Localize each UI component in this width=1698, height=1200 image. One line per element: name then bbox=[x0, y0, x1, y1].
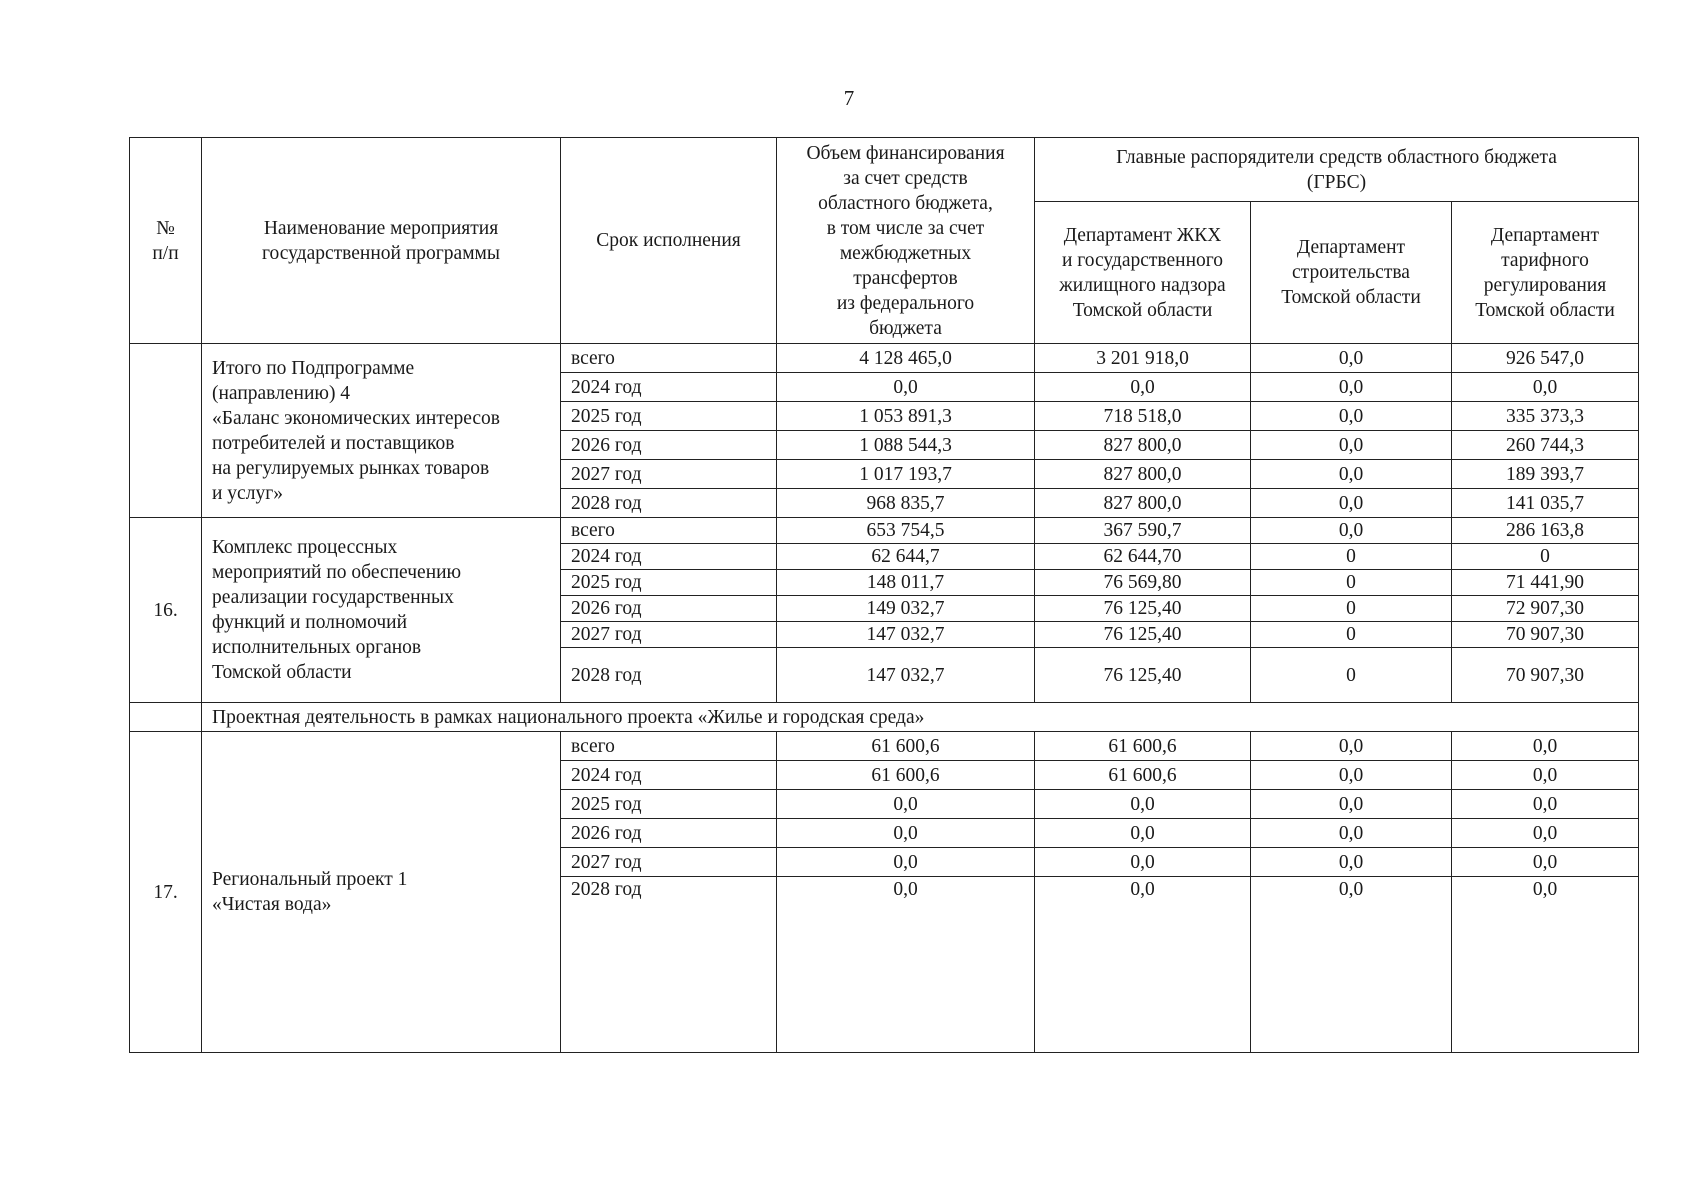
cell-build: 0 bbox=[1251, 622, 1452, 648]
cell-zhkh: 0,0 bbox=[1035, 819, 1251, 848]
cell-zhkh: 718 518,0 bbox=[1035, 402, 1251, 431]
row-name: Региональный проект 1 «Чистая вода» bbox=[202, 732, 561, 1053]
cell-period: 2026 год bbox=[561, 819, 777, 848]
cell-zhkh: 62 644,70 bbox=[1035, 544, 1251, 570]
cell-zhkh: 827 800,0 bbox=[1035, 431, 1251, 460]
cell-zhkh: 827 800,0 bbox=[1035, 489, 1251, 518]
cell-tariff: 0,0 bbox=[1452, 848, 1639, 877]
header-num: № п/п bbox=[130, 138, 202, 344]
row-index bbox=[130, 344, 202, 518]
cell-period: 2027 год bbox=[561, 848, 777, 877]
cell-tariff: 70 907,30 bbox=[1452, 648, 1639, 703]
cell-period: 2024 год bbox=[561, 373, 777, 402]
cell-build: 0,0 bbox=[1251, 877, 1452, 903]
cell-build: 0,0 bbox=[1251, 790, 1452, 819]
section-row bbox=[130, 703, 1639, 732]
cell-volume: 968 835,7 bbox=[777, 489, 1035, 518]
cell-build: 0,0 bbox=[1251, 819, 1452, 848]
cell-tariff: 0 bbox=[1452, 544, 1639, 570]
cell-zhkh: 0,0 bbox=[1035, 373, 1251, 402]
header-dept-tariff: Департамент тарифного регулирования Томской области bbox=[1452, 202, 1639, 344]
table-row bbox=[130, 732, 1639, 761]
cell-build: 0,0 bbox=[1251, 344, 1452, 373]
cell-build: 0,0 bbox=[1251, 761, 1452, 790]
filler-cell bbox=[1035, 902, 1251, 1053]
header-grbs: Главные распорядители средств областного бюджета (ГРБС) bbox=[1035, 138, 1639, 202]
cell-zhkh: 76 125,40 bbox=[1035, 622, 1251, 648]
section-title: Проектная деятельность в рамках национального проекта «Жилье и городская среда» bbox=[202, 703, 1639, 732]
cell-zhkh: 827 800,0 bbox=[1035, 460, 1251, 489]
cell-build: 0,0 bbox=[1251, 431, 1452, 460]
cell-build: 0 bbox=[1251, 648, 1452, 703]
cell-period: 2027 год bbox=[561, 622, 777, 648]
cell-build: 0,0 bbox=[1251, 460, 1452, 489]
cell-build: 0,0 bbox=[1251, 373, 1452, 402]
row-name: Итого по Подпрограмме (направлению) 4 «Баланс экономических интересов потребителей и поставщиков на регулируемых рынках товаров и услуг» bbox=[202, 344, 561, 518]
cell-period: 2025 год bbox=[561, 402, 777, 431]
cell-tariff: 0,0 bbox=[1452, 819, 1639, 848]
cell-volume: 653 754,5 bbox=[777, 518, 1035, 544]
budget-table bbox=[129, 137, 1639, 1053]
header-dept-zhkh: Департамент ЖКХ и государственного жилищного надзора Томской области bbox=[1035, 202, 1251, 344]
cell-volume: 1 088 544,3 bbox=[777, 431, 1035, 460]
cell-tariff: 0,0 bbox=[1452, 732, 1639, 761]
table-row bbox=[130, 344, 1639, 373]
cell-volume: 0,0 bbox=[777, 373, 1035, 402]
page-number: 7 bbox=[843, 86, 855, 110]
cell-build: 0,0 bbox=[1251, 489, 1452, 518]
table-row bbox=[130, 518, 1639, 544]
cell-volume: 0,0 bbox=[777, 877, 1035, 903]
header-dept-build: Департамент строительства Томской области bbox=[1251, 202, 1452, 344]
cell-volume: 1 053 891,3 bbox=[777, 402, 1035, 431]
filler-cell bbox=[777, 902, 1035, 1053]
header-name: Наименование мероприятия государственной программы bbox=[202, 138, 561, 344]
cell-zhkh: 76 125,40 bbox=[1035, 596, 1251, 622]
cell-volume: 148 011,7 bbox=[777, 570, 1035, 596]
cell-build: 0,0 bbox=[1251, 518, 1452, 544]
cell-volume: 61 600,6 bbox=[777, 761, 1035, 790]
header-volume: Объем финансирования за счет средств областного бюджета, в том числе за счет межбюджетных трансфертов из федерального бюджета bbox=[777, 138, 1035, 344]
cell-period: 2028 год bbox=[561, 489, 777, 518]
cell-zhkh: 76 125,40 bbox=[1035, 648, 1251, 703]
cell-tariff: 0,0 bbox=[1452, 877, 1639, 903]
cell-zhkh: 367 590,7 bbox=[1035, 518, 1251, 544]
filler-cell bbox=[1452, 902, 1639, 1053]
cell-period: всего bbox=[561, 518, 777, 544]
cell-tariff: 189 393,7 bbox=[1452, 460, 1639, 489]
cell-period: 2026 год bbox=[561, 431, 777, 460]
cell-build: 0,0 bbox=[1251, 732, 1452, 761]
row-index: 17. bbox=[130, 732, 202, 1053]
cell-tariff: 0,0 bbox=[1452, 373, 1639, 402]
cell-zhkh: 0,0 bbox=[1035, 790, 1251, 819]
row-name: Комплекс процессных мероприятий по обеспечению реализации государственных функций и полномочий исполнительных органов Томской области bbox=[202, 518, 561, 703]
cell-period: всего bbox=[561, 732, 777, 761]
cell-volume: 0,0 bbox=[777, 790, 1035, 819]
filler-cell bbox=[561, 902, 777, 1053]
cell-volume: 1 017 193,7 bbox=[777, 460, 1035, 489]
cell-build: 0 bbox=[1251, 544, 1452, 570]
cell-period: 2024 год bbox=[561, 544, 777, 570]
cell-build: 0 bbox=[1251, 570, 1452, 596]
row-index: 16. bbox=[130, 518, 202, 703]
cell-build: 0,0 bbox=[1251, 848, 1452, 877]
header-term: Срок исполнения bbox=[561, 138, 777, 344]
cell-tariff: 70 907,30 bbox=[1452, 622, 1639, 648]
cell-tariff: 260 744,3 bbox=[1452, 431, 1639, 460]
cell-period: 2028 год bbox=[561, 877, 777, 903]
cell-build: 0 bbox=[1251, 596, 1452, 622]
filler-cell bbox=[1251, 902, 1452, 1053]
cell-period: 2025 год bbox=[561, 790, 777, 819]
cell-tariff: 286 163,8 bbox=[1452, 518, 1639, 544]
cell-volume: 147 032,7 bbox=[777, 648, 1035, 703]
cell-zhkh: 61 600,6 bbox=[1035, 761, 1251, 790]
cell-zhkh: 61 600,6 bbox=[1035, 732, 1251, 761]
cell-period: всего bbox=[561, 344, 777, 373]
cell-volume: 147 032,7 bbox=[777, 622, 1035, 648]
cell-volume: 4 128 465,0 bbox=[777, 344, 1035, 373]
cell-tariff: 72 907,30 bbox=[1452, 596, 1639, 622]
cell-zhkh: 3 201 918,0 bbox=[1035, 344, 1251, 373]
cell-period: 2027 год bbox=[561, 460, 777, 489]
cell-period: 2025 год bbox=[561, 570, 777, 596]
section-index bbox=[130, 703, 202, 732]
cell-zhkh: 0,0 bbox=[1035, 877, 1251, 903]
cell-volume: 0,0 bbox=[777, 819, 1035, 848]
cell-zhkh: 0,0 bbox=[1035, 848, 1251, 877]
cell-build: 0,0 bbox=[1251, 402, 1452, 431]
cell-tariff: 0,0 bbox=[1452, 761, 1639, 790]
cell-period: 2024 год bbox=[561, 761, 777, 790]
cell-tariff: 0,0 bbox=[1452, 790, 1639, 819]
cell-volume: 0,0 bbox=[777, 848, 1035, 877]
cell-volume: 62 644,7 bbox=[777, 544, 1035, 570]
cell-tariff: 926 547,0 bbox=[1452, 344, 1639, 373]
cell-tariff: 141 035,7 bbox=[1452, 489, 1639, 518]
cell-tariff: 71 441,90 bbox=[1452, 570, 1639, 596]
cell-tariff: 335 373,3 bbox=[1452, 402, 1639, 431]
cell-period: 2026 год bbox=[561, 596, 777, 622]
cell-period: 2028 год bbox=[561, 648, 777, 703]
cell-zhkh: 76 569,80 bbox=[1035, 570, 1251, 596]
cell-volume: 149 032,7 bbox=[777, 596, 1035, 622]
cell-volume: 61 600,6 bbox=[777, 732, 1035, 761]
